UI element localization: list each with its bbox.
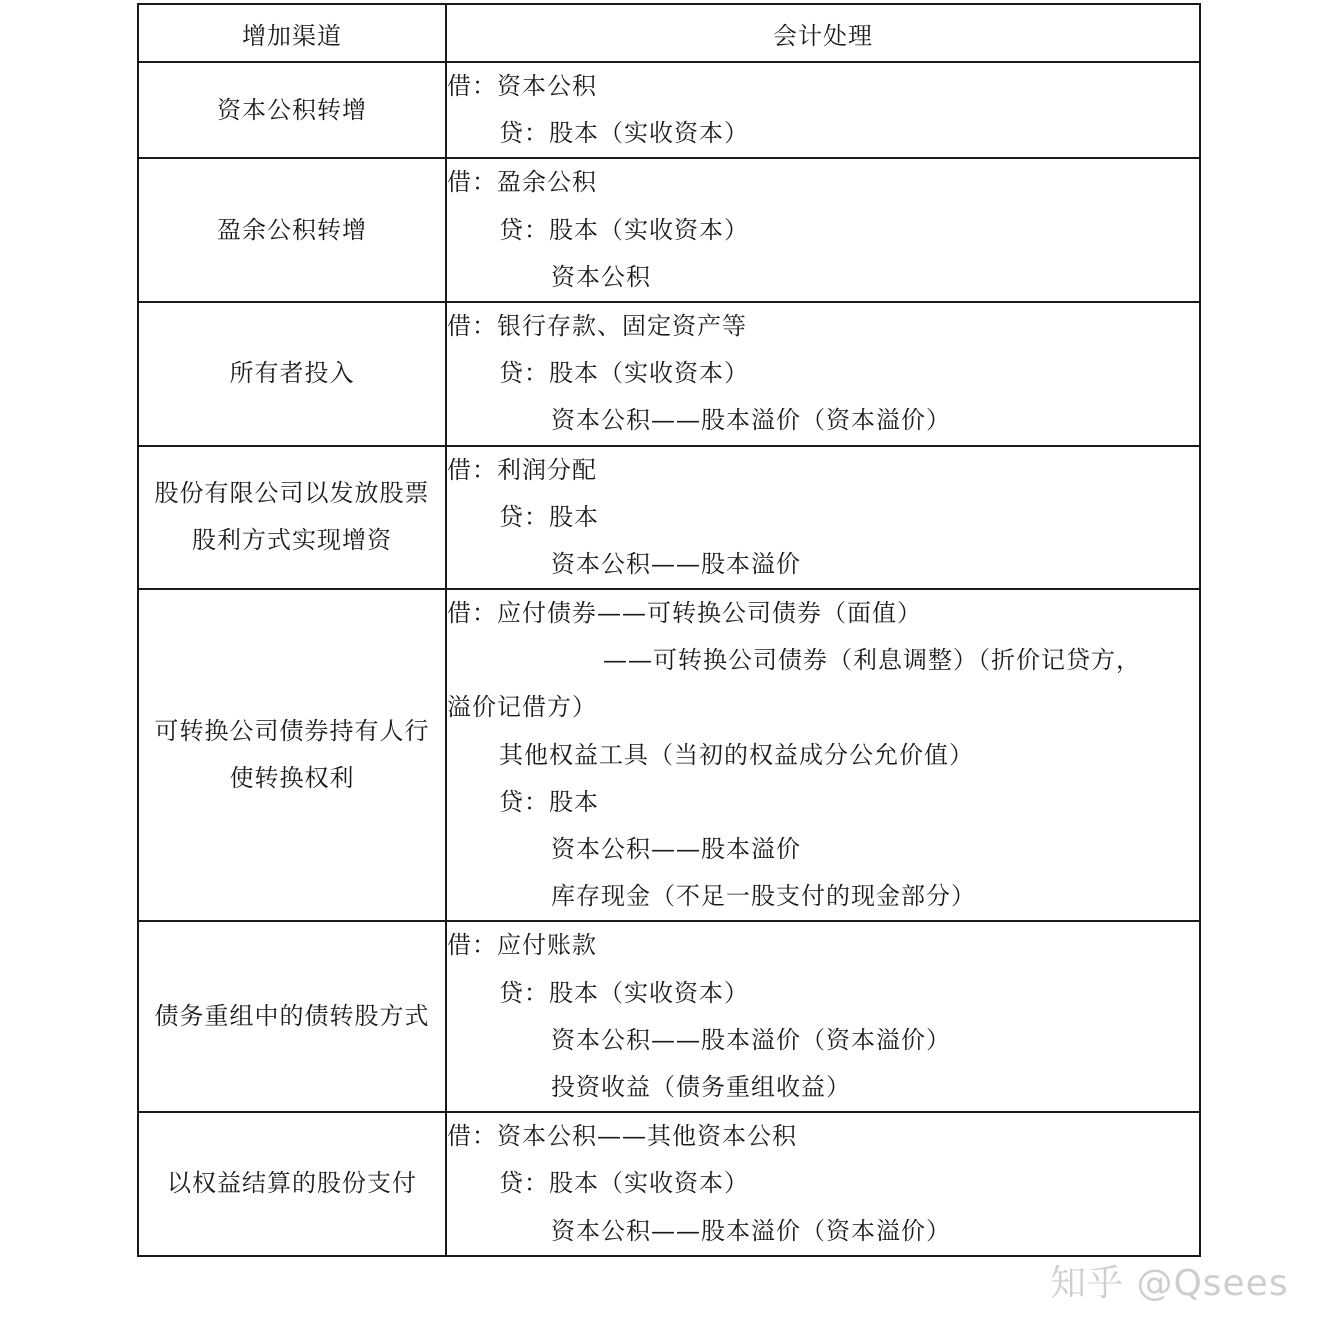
table-row [138,446,1200,590]
entry-line: 贷：股本 [499,502,599,531]
treatment-cell [446,921,1200,1112]
treatment-cell [446,62,1200,158]
table-row [138,1112,1200,1256]
entry-line: 贷：股本（实收资本） [499,359,749,388]
treatment-cell [446,302,1200,446]
table-row [138,158,1200,302]
treatment-cell [446,446,1200,590]
entry-line: 借：盈余公积 [447,168,597,197]
accounting-table [137,3,1201,1257]
treatment-cell [446,589,1200,921]
channel-cell [138,302,446,446]
channel-cell [138,921,446,1112]
treatment-cell [446,158,1200,302]
channel-text: 股利方式实现增资 [192,526,392,555]
entry-line: 其他权益工具（当初的权益成分公允价值） [499,740,974,769]
entry-line: 借：银行存款、固定资产等 [447,311,747,340]
entry-line: 借：应付账款 [447,931,597,960]
table-row [138,921,1200,1112]
watermark: 知乎 @Qsees [1050,1263,1289,1304]
entry-line: 贷：股本（实收资本） [499,215,749,244]
entry-line: 投资收益（债务重组收益） [551,1072,851,1101]
entry-line: 溢价记借方） [447,693,597,722]
table-row [138,302,1200,446]
table-row [138,62,1200,158]
channel-cell [138,589,446,921]
channel-text: 以权益结算的股份支付 [167,1169,417,1198]
entry-line: 贷：股本（实收资本） [499,1169,749,1198]
header-row [138,4,1200,62]
channel-text: 可转换公司债券持有人行 [154,717,430,746]
entry-line: 资本公积——股本溢价（资本溢价） [551,406,951,435]
header-treatment: 会计处理 [446,4,1200,62]
entry-line: 借：利润分配 [447,455,597,484]
channel-text: 使转换权利 [229,764,355,793]
channel-cell [138,1112,446,1256]
treatment-cell [446,1112,1200,1256]
channel-text: 债务重组中的债转股方式 [154,1002,430,1031]
entry-line: 资本公积——股本溢价 [551,549,801,578]
channel-cell [138,158,446,302]
channel-text: 股份有限公司以发放股票 [154,479,430,508]
channel-cell [138,446,446,590]
entry-line: 借：应付债券——可转换公司债券（面值） [447,599,922,628]
channel-cell [138,62,446,158]
entry-line: 资本公积——股本溢价（资本溢价） [551,1025,951,1054]
entry-line: 借：资本公积 [447,72,597,100]
channel-text: 所有者投入 [229,359,355,388]
entry-line: 资本公积 [551,262,651,291]
header-channel: 增加渠道 [138,4,446,62]
entry-line: 贷：股本 [499,787,599,816]
entry-line: 资本公积——股本溢价 [551,835,801,863]
channel-text: 盈余公积转增 [217,215,367,244]
entry-line: 借：资本公积——其他资本公积 [447,1122,797,1151]
entry-line: 贷：股本（实收资本） [499,978,749,1007]
table-row [138,589,1200,921]
channel-text: 资本公积转增 [217,95,367,124]
entry-line: 库存现金（不足一股支付的现金部分） [551,882,976,911]
table-body [138,62,1200,1256]
entry-line: 资本公积——股本溢价（资本溢价） [551,1216,951,1245]
entry-line: 贷：股本（实收资本） [499,119,749,148]
entry-line: ——可转换公司债券（利息调整）（折价记贷方， [603,646,1141,675]
